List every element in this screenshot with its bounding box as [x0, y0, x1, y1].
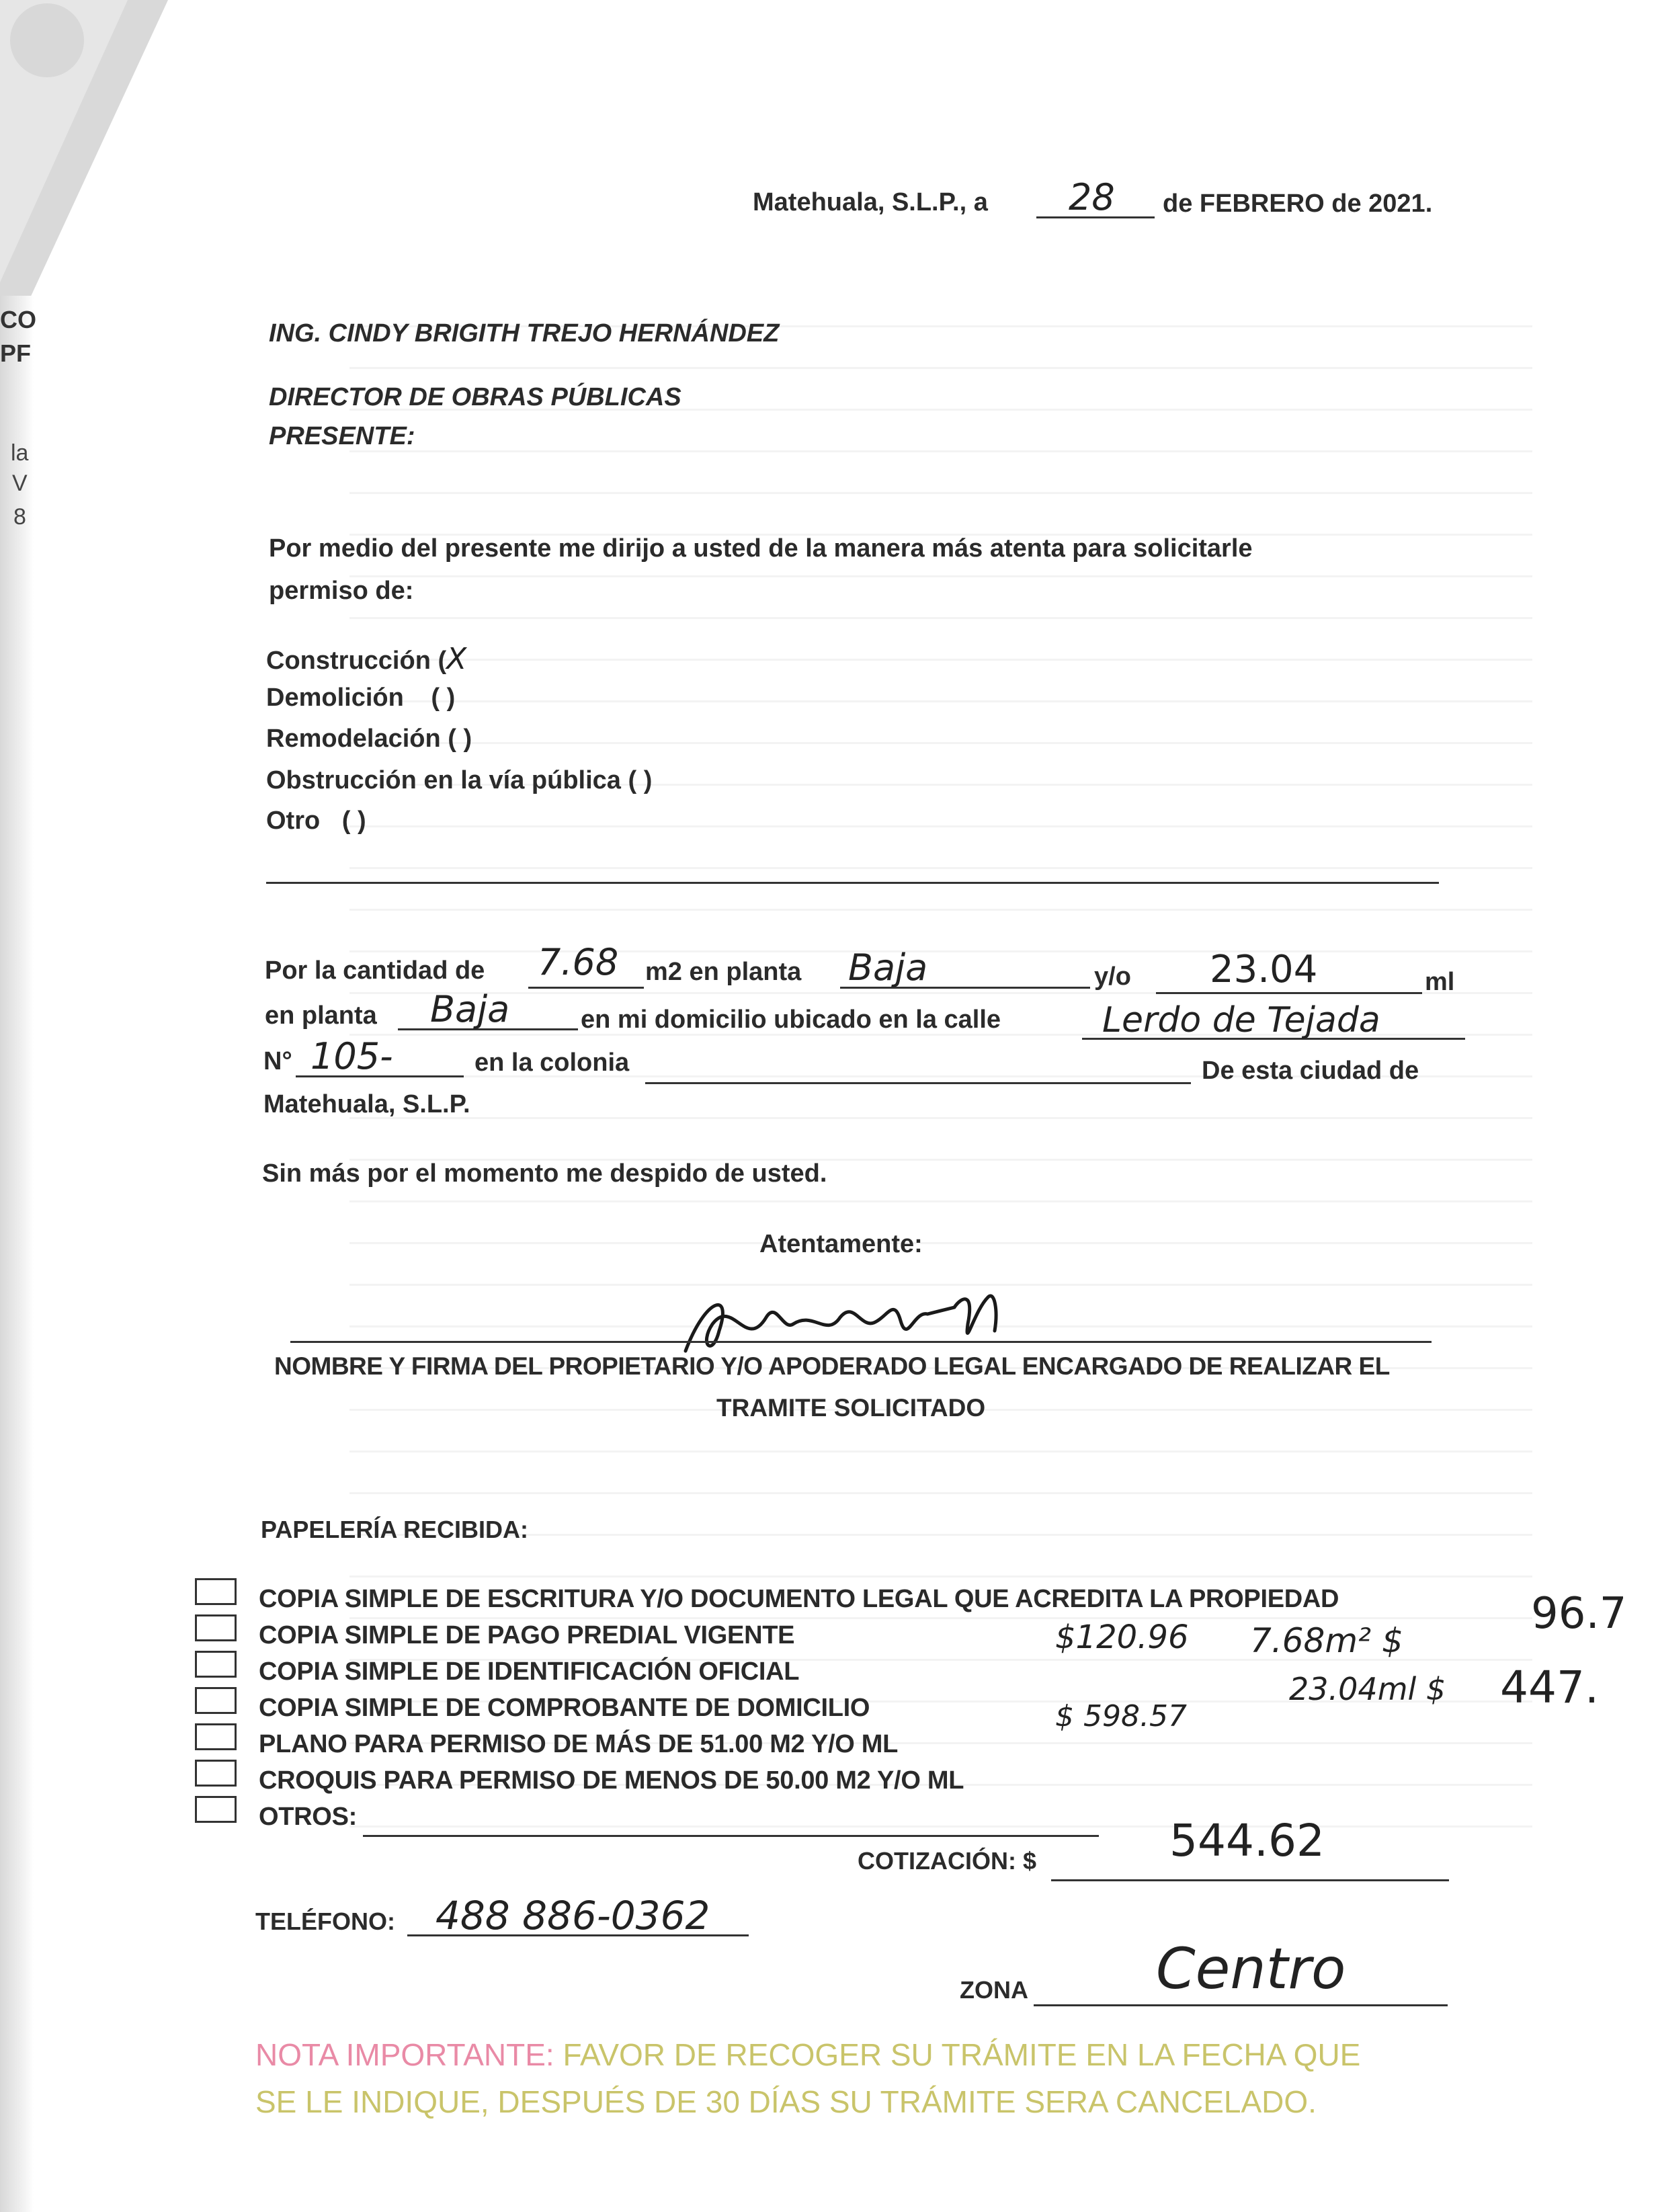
doc-item-otros: OTROS: — [259, 1803, 357, 1831]
date-suffix: de FEBRERO de 2021. — [1163, 190, 1433, 218]
doc-item-escritura: COPIA SIMPLE DE ESCRITURA Y/O DOCUMENTO LEGAL QUE ACREDITA LA PROPIEDAD — [259, 1585, 1339, 1613]
quantity-planta2-value: Baja — [430, 988, 510, 1030]
quantity-planta1-value: Baja — [848, 946, 928, 989]
papeleria-heading: PAPELERÍA RECIBIDA: — [261, 1516, 529, 1543]
doc-checkbox-plano[interactable] — [195, 1723, 237, 1750]
left-edge-fragment-2: PF — [0, 339, 32, 367]
cotizacion-value: 544.62 — [1169, 1815, 1325, 1867]
quantity-ml-underline — [1156, 992, 1422, 994]
doc-item-domicilio: COPIA SIMPLE DE COMPROBANTE DE DOMICILIO — [259, 1694, 870, 1722]
cotizacion-underline — [1051, 1879, 1449, 1881]
nota-text-1: FAVOR DE RECOGER SU TRÁMITE EN LA FECHA QUE — [563, 2037, 1361, 2072]
quantity-label-colonia: en la colonia — [474, 1049, 630, 1077]
permit-demolicion — [266, 684, 455, 712]
permit-remodelacion: Remodelación ( ) — [266, 725, 472, 753]
atentamente: Atentamente: — [759, 1230, 923, 1258]
permit-otro — [266, 807, 366, 835]
doc-checkbox-escritura[interactable] — [195, 1578, 237, 1605]
quantity-label-city: De esta ciudad de — [1202, 1057, 1419, 1085]
zona-value: Centro — [1156, 1936, 1346, 2002]
calc-rate-2: $ 598.57 — [1055, 1699, 1187, 1733]
signature-caption-2: TRAMITE SOLICITADO — [716, 1394, 986, 1422]
telefono-label: TELÉFONO: — [255, 1908, 395, 1935]
intro-line-2: permiso de: — [269, 577, 414, 605]
intro-line-1: Por medio del presente me dirijo a usted de la manera más atenta para solicitarle — [269, 534, 1253, 563]
quantity-label-c: y/o — [1094, 962, 1131, 991]
nota-line-1 — [255, 2037, 1360, 2073]
quantity-m2-value: 7.68 — [538, 941, 619, 983]
addressee-presente: PRESENTE: — [269, 422, 415, 450]
quantity-label-b: m2 en planta — [645, 958, 802, 986]
permit-otro-box: ( ) — [341, 807, 366, 835]
cotizacion-label: COTIZACIÓN: $ — [858, 1847, 1036, 1875]
zona-label: ZONA — [960, 1976, 1028, 2004]
permit-demolicion-box: ( ) — [431, 684, 456, 712]
scan-left-edge — [0, 296, 34, 2212]
nota-label: NOTA IMPORTANTE: — [255, 2037, 554, 2072]
permit-construccion-mark: X — [446, 642, 467, 676]
doc-item-plano: PLANO PARA PERMISO DE MÁS DE 51.00 M2 Y/O ML — [259, 1730, 899, 1758]
zona-underline — [1034, 2004, 1448, 2006]
doc-item-identificacion: COPIA SIMPLE DE IDENTIFICACIÓN OFICIAL — [259, 1657, 800, 1686]
addressee-name: ING. CINDY BRIGITH TREJO HERNÁNDEZ — [269, 319, 780, 347]
doc-checkbox-croquis[interactable] — [195, 1760, 237, 1787]
permit-construccion-label: Construcción ( — [266, 647, 447, 675]
calc-rate-1: $120.96 — [1055, 1619, 1189, 1656]
doc-checkbox-otros[interactable] — [195, 1796, 237, 1823]
date-day-handwritten: 28 — [1069, 176, 1115, 218]
quantity-street-value: Lerdo de Tejada — [1102, 1000, 1380, 1040]
quantity-label-num: N° — [263, 1047, 292, 1075]
doc-checkbox-domicilio[interactable] — [195, 1687, 237, 1714]
quantity-label-d: ml — [1425, 968, 1455, 996]
date-prefix: Matehuala, S.L.P., a — [753, 188, 988, 216]
quantity-ml-value: 23.04 — [1210, 948, 1318, 991]
doc-item-predial: COPIA SIMPLE DE PAGO PREDIAL VIGENTE — [259, 1621, 795, 1649]
doc-item-croquis: CROQUIS PARA PERMISO DE MENOS DE 50.00 M2 Y/O ML — [259, 1766, 964, 1795]
permit-otro-underline — [266, 882, 1439, 884]
doc-otros-underline — [363, 1835, 1099, 1837]
left-edge-fragment-4: V — [12, 470, 28, 496]
permit-construccion — [266, 642, 466, 676]
quantity-city: Matehuala, S.L.P. — [263, 1090, 470, 1118]
quantity-colonia-underline — [645, 1082, 1191, 1084]
permit-demolicion-label: Demolición — [266, 684, 404, 712]
quantity-label-a: Por la cantidad de — [265, 956, 485, 985]
farewell: Sin más por el momento me despido de usted. — [262, 1159, 827, 1188]
doc-checkbox-predial[interactable] — [195, 1614, 237, 1641]
calc-area-1: 7.68m² $ — [1250, 1621, 1403, 1660]
quantity-m2-underline — [528, 987, 644, 989]
calc-result-2: 447. — [1500, 1662, 1599, 1713]
permit-obstruccion: Obstrucción en la vía pública ( ) — [266, 766, 653, 794]
permit-otro-label: Otro — [266, 807, 321, 835]
calc-area-2: 23.04ml $ — [1289, 1671, 1446, 1707]
doc-checkbox-identificacion[interactable] — [195, 1651, 237, 1678]
left-edge-fragment-3: la — [11, 440, 29, 466]
quantity-label-f: en mi domicilio ubicado en la calle — [581, 1006, 1001, 1034]
addressee-title: DIRECTOR DE OBRAS PÚBLICAS — [269, 383, 681, 411]
signature-line — [290, 1341, 1432, 1343]
quantity-label-e: en planta — [265, 1001, 377, 1030]
left-edge-fragment-5: 8 — [13, 504, 26, 530]
signature-caption-1: NOMBRE Y FIRMA DEL PROPIETARIO Y/O APODERADO LEGAL ENCARGADO DE REALIZAR EL — [274, 1352, 1390, 1380]
left-edge-fragment-1: CO — [0, 306, 36, 333]
telefono-value: 488 886-0362 — [436, 1893, 710, 1938]
calc-result-1: 96.7 — [1531, 1589, 1627, 1639]
quantity-number-value: 105- — [310, 1035, 393, 1077]
nota-line-2: SE LE INDIQUE, DESPUÉS DE 30 DÍAS SU TRÁMITE SERA CANCELADO. — [255, 2084, 1317, 2119]
